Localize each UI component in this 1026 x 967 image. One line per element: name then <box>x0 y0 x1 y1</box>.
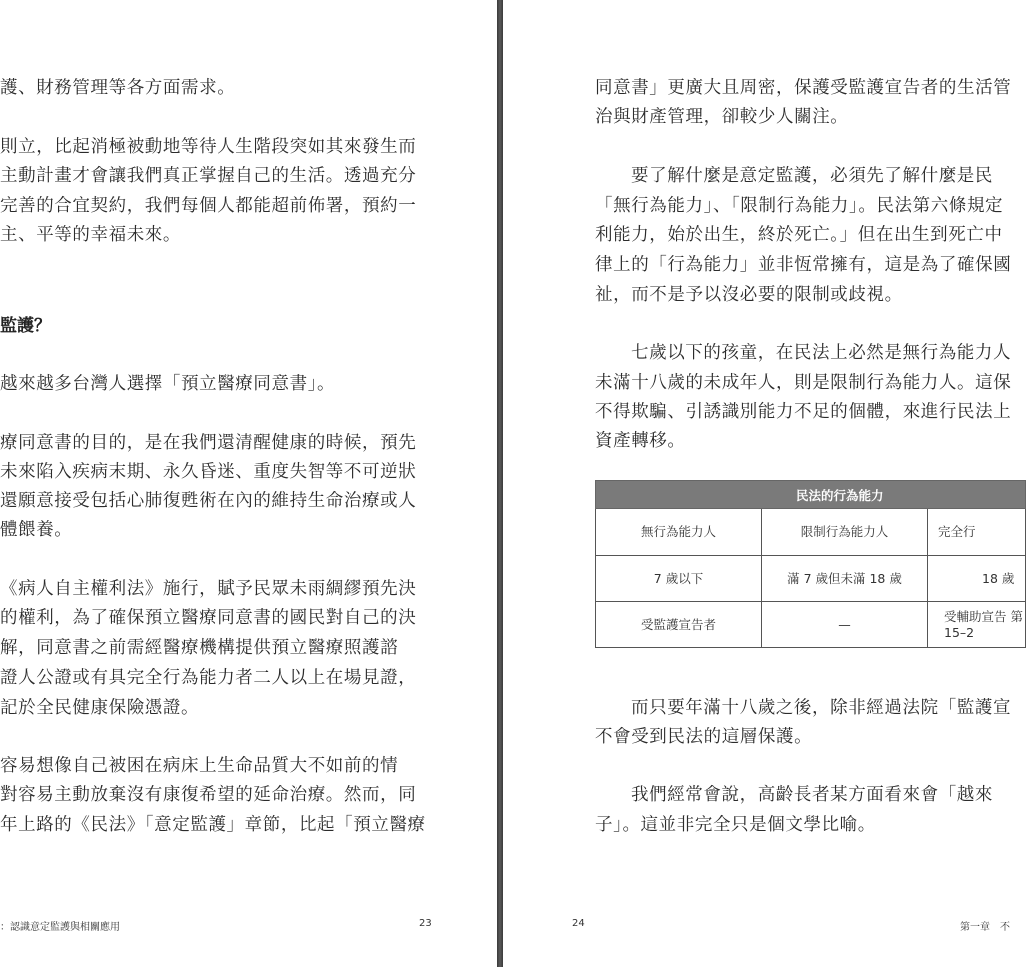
body-line: 療同意書的目的，是在我們還清醒健康的時候，預先 <box>0 433 417 453</box>
body-line: 越來越多台灣人選擇「預立醫療同意書」。 <box>0 374 336 394</box>
table-header-row <box>596 509 1026 556</box>
body-line: 利能力，始於出生，終於死亡。」但在出生到死亡中 <box>595 225 1003 245</box>
body-line: 還願意接受包括心肺復甦術在內的維持生命治療或人 <box>0 491 417 511</box>
page-number: 24 <box>572 918 585 929</box>
table-cell: — <box>762 602 928 648</box>
body-line: 祉，而不是予以沒必要的限制或歧視。 <box>595 285 903 305</box>
table-header-cell: 限制行為能力人 <box>762 509 928 556</box>
body-line: 不得欺騙、引誘識別能力不足的個體，來進行民法上 <box>595 402 1012 422</box>
body-line: 「無行為能力」、「限制行為能力」。民法第六條規定 <box>595 196 1004 216</box>
page-number: 23 <box>419 918 432 929</box>
table-row <box>596 556 1026 602</box>
body-line: 同意書」更廣大且周密，保護受監護宣告者的生活管 <box>595 78 1012 98</box>
table-cell: 7 歲以下 <box>596 556 762 602</box>
body-line: 證人公證或有具完全行為能力者二人以上在場見證， <box>0 668 417 688</box>
body-line: 而只要年滿十八歲之後，除非經過法院「監護宣 <box>631 698 1012 718</box>
section-heading: 監護？ <box>0 316 51 336</box>
running-footer: ：認識意定監護與相關應用 <box>0 922 120 933</box>
body-line: 主、平等的幸福未來。 <box>0 225 181 245</box>
body-line: 七歲以下的孩童，在民法上必然是無行為能力人 <box>631 343 1012 363</box>
body-line: 要了解什麼是意定監護，必須先了解什麼是民 <box>631 166 993 186</box>
body-line: 的權利，為了確保預立醫療同意書的國民對自己的決 <box>0 608 417 628</box>
table-cell: 受輔助宣告 第 15–2 <box>928 602 1026 648</box>
body-line: 未滿十八歲的未成年人，則是限制行為能力人。這保 <box>595 373 1012 393</box>
body-line: 記於全民健康保險憑證。 <box>0 698 200 718</box>
body-line: 《病人自主權利法》施行，賦予民眾未雨綢繆預先決 <box>0 579 417 599</box>
body-line: 解，同意書之前需經醫療機構提供預立醫療照護諮 <box>0 638 399 658</box>
body-line: 未來陷入疾病末期、永久昏迷、重度失智等不可逆狀 <box>0 462 417 482</box>
right-page <box>503 0 1023 967</box>
body-line: 護、財務管理等各方面需求。 <box>0 78 236 98</box>
body-line: 主動計畫才會讓我們真正掌握自己的生活。透過充分 <box>0 166 417 186</box>
body-line: 資產轉移。 <box>595 431 686 451</box>
body-line: 對容易主動放棄沒有康復希望的延命治療。然而，同 <box>0 785 417 805</box>
left-page <box>0 0 497 967</box>
body-line: 年上路的《民法》「意定監護」章節，比起「預立醫療 <box>0 815 426 835</box>
legal-capacity-table <box>595 480 1026 648</box>
table-title: 民法的行為能力 <box>596 481 1026 509</box>
body-line: 不會受到民法的這層保護。 <box>595 727 813 747</box>
body-line: 則立，比起消極被動地等待人生階段突如其來發生而 <box>0 137 417 157</box>
table-row <box>596 602 1026 648</box>
body-line: 子」。這並非完全只是個文學比喻。 <box>595 815 876 835</box>
table-header-cell: 無行為能力人 <box>596 509 762 556</box>
running-footer: 第一章 不 <box>960 922 1010 933</box>
body-line: 治與財產管理，卻較少人關注。 <box>595 107 849 127</box>
table-cell: 受監護宣告者 <box>596 602 762 648</box>
body-line: 體餵養。 <box>0 520 73 540</box>
table-cell: 滿 7 歲但未滿 18 歲 <box>762 556 928 602</box>
table-header-cell: 完全行 <box>928 509 1026 556</box>
body-line: 容易想像自己被困在病床上生命品質大不如前的情 <box>0 756 399 776</box>
body-line: 完善的合宜契約，我們每個人都能超前佈署，預約一 <box>0 196 417 216</box>
body-line: 律上的「行為能力」並非恆常擁有，這是為了確保國 <box>595 255 1012 275</box>
body-line: 我們經常會說，高齡長者某方面看來會「越來 <box>631 785 993 805</box>
table-cell: 18 歲 <box>928 556 1026 602</box>
